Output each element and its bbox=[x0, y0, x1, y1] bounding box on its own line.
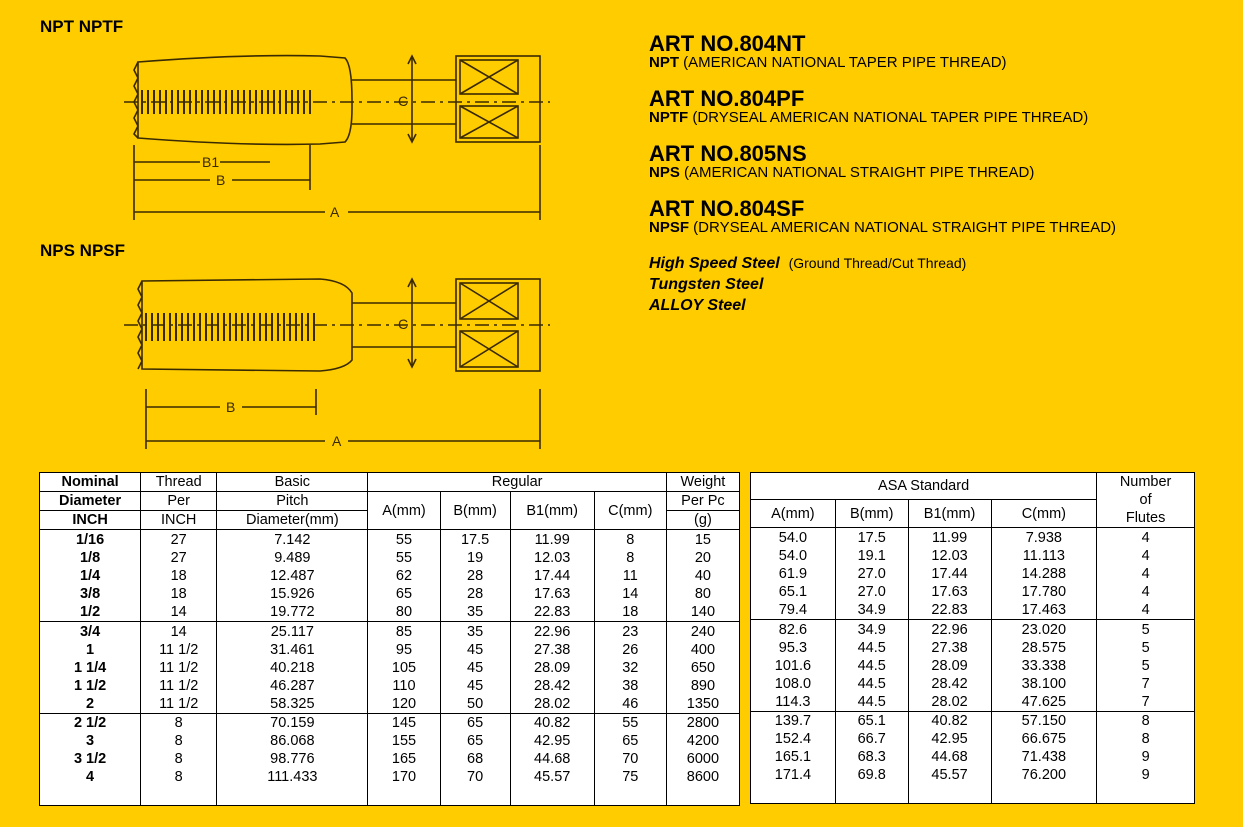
a-cell: 82.6 95.3 101.6 108.0 114.3 bbox=[751, 620, 836, 712]
article-desc: (AMERICAN NATIONAL TAPER PIPE THREAD) bbox=[679, 54, 1007, 71]
material-hss-note: (Ground Thread/Cut Thread) bbox=[788, 255, 967, 271]
c-cell: 7.938 11.113 14.288 17.780 17.463 bbox=[991, 528, 1097, 620]
header-a: A(mm) bbox=[368, 492, 440, 530]
flutes-cell: 5 5 5 7 7 bbox=[1097, 620, 1195, 712]
b1-cell: 11.99 12.03 17.44 17.63 22.83 bbox=[908, 528, 991, 620]
a-cell: 54.0 54.0 61.9 65.1 79.4 bbox=[751, 528, 836, 620]
nps-tap-diagram bbox=[120, 265, 560, 455]
header-flutes: Number of Flutes bbox=[1097, 473, 1195, 528]
header-inch: INCH bbox=[40, 511, 141, 530]
material-alloy: ALLOY Steel bbox=[649, 297, 746, 314]
header-thread: Thread bbox=[141, 473, 217, 492]
b1-cell: 40.82 42.95 44.68 45.57 bbox=[908, 712, 991, 804]
nominal-cell: 1/16 1/8 1/4 3/8 1/2 bbox=[40, 530, 141, 622]
header-c: C(mm) bbox=[594, 492, 666, 530]
tpi-cell: 14 11 1/2 11 1/2 11 1/2 11 1/2 bbox=[141, 622, 217, 714]
header-g: (g) bbox=[666, 511, 739, 530]
a-dim-label-2: A bbox=[332, 433, 342, 449]
npt-tap-diagram bbox=[120, 40, 560, 230]
header-pitch: Pitch bbox=[217, 492, 368, 511]
header-per: Per bbox=[141, 492, 217, 511]
nominal-cell: 2 1/2 3 3 1/2 4 bbox=[40, 714, 141, 806]
article-title: ART NO.805NS bbox=[649, 141, 807, 166]
c-dim-label-2: C bbox=[398, 316, 409, 332]
c-cell: 8 8 11 14 18 bbox=[594, 530, 666, 622]
header-nominal: Nominal bbox=[40, 473, 141, 492]
asa-standard-table bbox=[750, 472, 1195, 804]
header-c: C(mm) bbox=[991, 500, 1097, 528]
article-title: ART NO.804NT bbox=[649, 31, 806, 56]
b-cell: 34.9 44.5 44.5 44.5 44.5 bbox=[835, 620, 908, 712]
b1-dim-label: B1 bbox=[202, 154, 220, 170]
header-diameter: Diameter bbox=[40, 492, 141, 511]
flutes-cell: 8 8 9 9 bbox=[1097, 712, 1195, 804]
npt-nptf-diagram-title: NPT NPTF bbox=[40, 17, 124, 36]
header-basic: Basic bbox=[217, 473, 368, 492]
article-desc: (DRYSEAL AMERICAN NATIONAL STRAIGHT PIPE THREAD) bbox=[689, 219, 1117, 236]
pitch-cell: 25.117 31.461 40.218 46.287 58.325 bbox=[217, 622, 368, 714]
b-dim-label-2: B bbox=[226, 399, 236, 415]
article-804sf bbox=[649, 198, 1116, 235]
article-title: ART NO.804SF bbox=[649, 196, 805, 221]
b-cell: 17.5 19.1 27.0 27.0 34.9 bbox=[835, 528, 908, 620]
a-cell: 145 155 165 170 bbox=[368, 714, 440, 806]
flutes-cell: 4 4 4 4 4 bbox=[1097, 528, 1195, 620]
c-cell: 55 65 70 75 bbox=[594, 714, 666, 806]
material-hss: High Speed Steel bbox=[649, 255, 780, 272]
header-b1: B1(mm) bbox=[908, 500, 991, 528]
c-cell: 57.150 66.675 71.438 76.200 bbox=[991, 712, 1097, 804]
article-desc: (DRYSEAL AMERICAN NATIONAL TAPER PIPE THREAD) bbox=[688, 109, 1089, 126]
header-thread-inch: INCH bbox=[141, 511, 217, 530]
b-cell: 65 65 68 70 bbox=[440, 714, 510, 806]
weight-cell: 2800 4200 6000 8600 bbox=[666, 714, 739, 806]
article-805ns bbox=[649, 143, 1034, 180]
b-cell: 65.1 66.7 68.3 69.8 bbox=[835, 712, 908, 804]
article-code: NPSF bbox=[649, 219, 690, 236]
header-b: B(mm) bbox=[440, 492, 510, 530]
a-dim-label: A bbox=[330, 204, 340, 220]
article-desc: (AMERICAN NATIONAL STRAIGHT PIPE THREAD) bbox=[679, 164, 1035, 181]
article-code: NPS bbox=[649, 164, 680, 181]
b-dim-label: B bbox=[216, 172, 226, 188]
header-per-pc: Per Pc bbox=[666, 492, 739, 511]
article-804pf bbox=[649, 88, 1088, 125]
a-cell: 139.7 152.4 165.1 171.4 bbox=[751, 712, 836, 804]
a-cell: 55 55 62 65 80 bbox=[368, 530, 440, 622]
header-regular: Regular bbox=[368, 473, 666, 492]
header-a: A(mm) bbox=[751, 500, 836, 528]
c-dim-label: C bbox=[398, 93, 409, 109]
regular-spec-table bbox=[39, 472, 740, 806]
b1-cell: 22.96 27.38 28.09 28.42 28.02 bbox=[510, 622, 594, 714]
article-804nt bbox=[649, 33, 1007, 70]
b1-cell: 22.96 27.38 28.09 28.42 28.02 bbox=[908, 620, 991, 712]
a-cell: 85 95 105 110 120 bbox=[368, 622, 440, 714]
tpi-cell: 27 27 18 18 14 bbox=[141, 530, 217, 622]
nps-npsf-diagram-title: NPS NPSF bbox=[40, 241, 126, 260]
article-title: ART NO.804PF bbox=[649, 86, 805, 111]
header-weight: Weight bbox=[666, 473, 739, 492]
article-code: NPT bbox=[649, 54, 679, 71]
weight-cell: 240 400 650 890 1350 bbox=[666, 622, 739, 714]
materials-list bbox=[649, 253, 966, 316]
material-tungsten: Tungsten Steel bbox=[649, 276, 764, 293]
tpi-cell: 8 8 8 8 bbox=[141, 714, 217, 806]
header-asa: ASA Standard bbox=[751, 473, 1097, 500]
header-b: B(mm) bbox=[835, 500, 908, 528]
b-cell: 17.5 19 28 28 35 bbox=[440, 530, 510, 622]
b1-cell: 11.99 12.03 17.44 17.63 22.83 bbox=[510, 530, 594, 622]
pitch-cell: 70.159 86.068 98.776 111.433 bbox=[217, 714, 368, 806]
weight-cell: 15 20 40 80 140 bbox=[666, 530, 739, 622]
c-cell: 23 26 32 38 46 bbox=[594, 622, 666, 714]
b-cell: 35 45 45 45 50 bbox=[440, 622, 510, 714]
header-b1: B1(mm) bbox=[510, 492, 594, 530]
nominal-cell: 3/4 1 1 1/4 1 1/2 2 bbox=[40, 622, 141, 714]
header-diam-mm: Diameter(mm) bbox=[217, 511, 368, 530]
pitch-cell: 7.142 9.489 12.487 15.926 19.772 bbox=[217, 530, 368, 622]
b1-cell: 40.82 42.95 44.68 45.57 bbox=[510, 714, 594, 806]
article-code: NPTF bbox=[649, 109, 689, 126]
c-cell: 23.020 28.575 33.338 38.100 47.625 bbox=[991, 620, 1097, 712]
